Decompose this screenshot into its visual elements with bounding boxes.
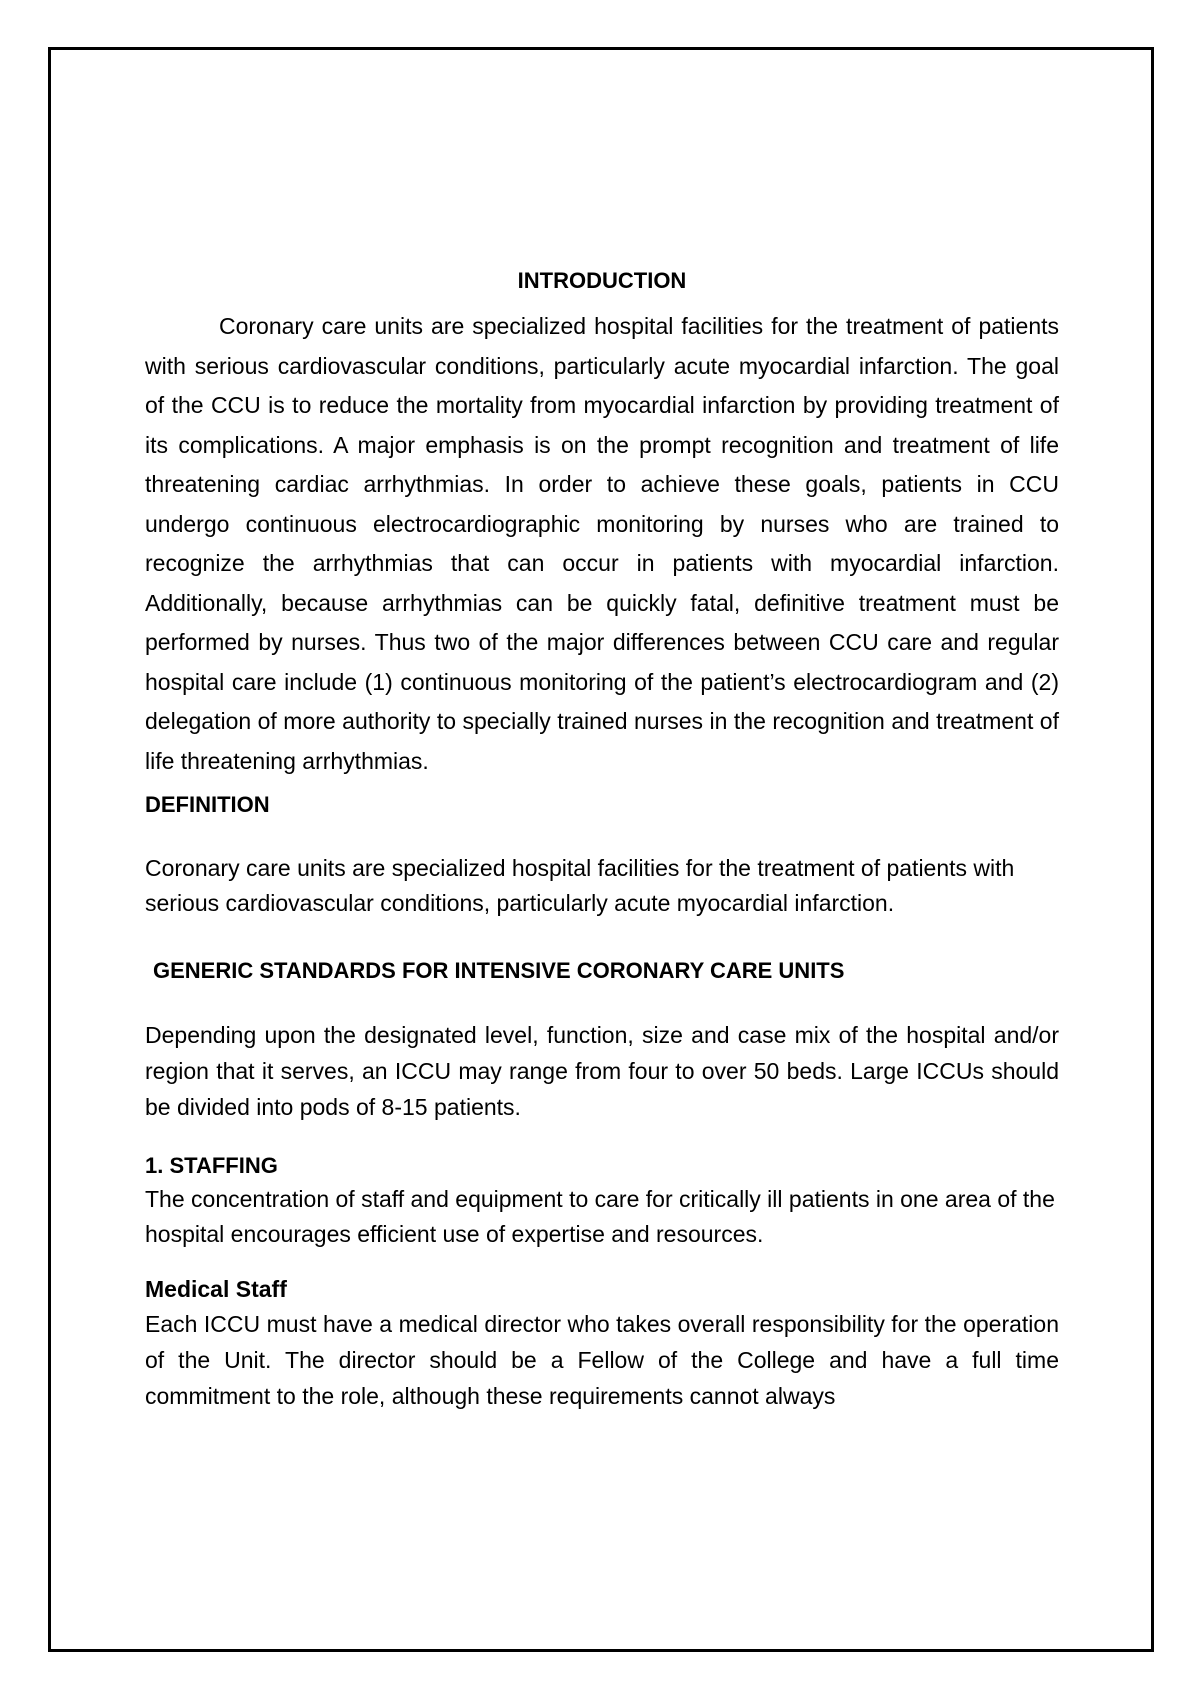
medical-staff-heading: Medical Staff [145, 1276, 287, 1302]
medical-staff-paragraph: Each ICCU must have a medical director who takes overall responsibility for the operation of the Unit. The director should be a Fellow of the College and have a full time commitment to the role, although these requirements cannot always [145, 1311, 1059, 1409]
definition-heading: DEFINITION [145, 792, 270, 817]
generic-standards-paragraph: Depending upon the designated level, function, size and case mix of the hospital and/or region that it serves, an ICCU may range from four to over 50 beds. Large ICCUs should be divided into pods of 8-15 patients. [145, 1022, 1059, 1120]
generic-standards-heading: GENERIC STANDARDS FOR INTENSIVE CORONARY CARE UNITS [153, 958, 845, 983]
staffing-heading: 1. STAFFING [145, 1153, 278, 1178]
document-content [145, 268, 1059, 1414]
staffing-paragraph: The concentration of staff and equipment to care for critically ill patients in one area of the hospital encourages efficient use of expertise and resources. [145, 1186, 1055, 1247]
introduction-paragraph: Coronary care units are specialized hospital facilities for the treatment of patients with serious cardiovascular conditions, particularly acute myocardial infarction. The goal of the CCU is to reduce the mortality from myocardial infarction by providing treatment of its complications. A major emphasis is on the prompt recognition and treatment of life threatening cardiac arrhythmias. In order to achieve these goals, patients in CCU undergo continuous electrocardiographic monitoring by nurses who are trained to recognize the arrhythmias that can occur in patients with myocardial infarction. Additionally, because arrhythmias can be quickly fatal, definitive treatment must be performed by nurses. Thus two of the major differences between CCU care and regular hospital care include (1) continuous monitoring of the patient’s electrocardiogram and (2) delegation of more authority to specially trained nurses in the recognition and treatment of life threatening arrhythmias. [145, 313, 1059, 774]
definition-paragraph: Coronary care units are specialized hospital facilities for the treatment of patients with serious cardiovascular conditions, particularly acute myocardial infarction. [145, 855, 1015, 916]
introduction-heading: INTRODUCTION [517, 268, 687, 293]
